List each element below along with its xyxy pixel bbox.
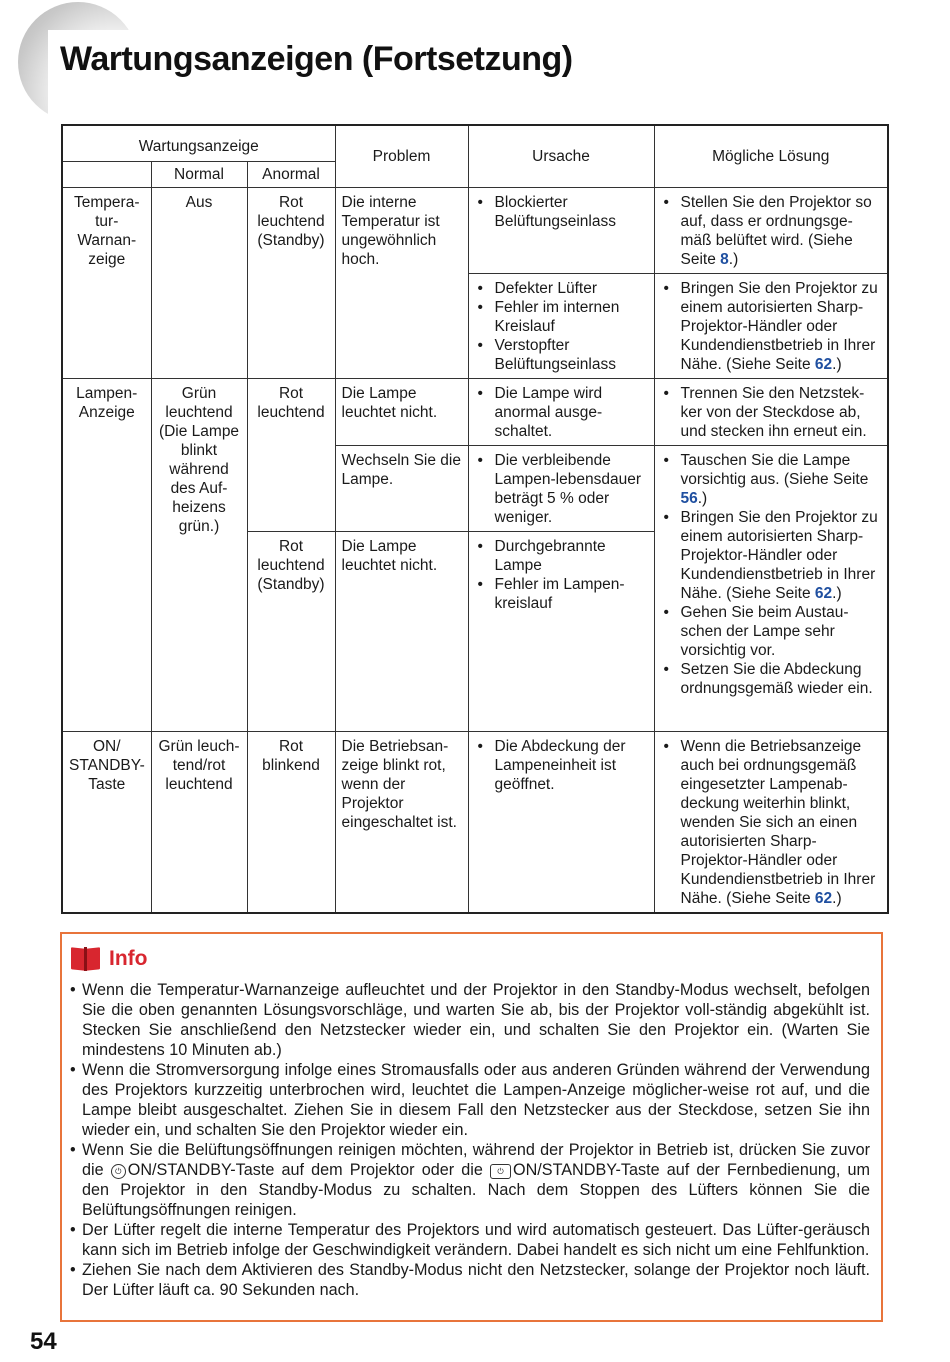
abnormal-cell: Rot leuchtend	[247, 379, 335, 532]
problem-cell: Die Lampe leuchtet nicht.	[335, 379, 468, 446]
list-item: • Die verbleibende Lampen-lebensdauer beträgt 5 % oder weniger.	[475, 451, 648, 527]
list-item: • Defekter Lüfter	[475, 279, 648, 298]
header-normal: Normal	[151, 162, 247, 188]
list-item: • Bringen Sie den Projektor zu einem autorisierten Sharp-Projektor-Händler oder Kundendienstbetrieb in Ihrer Nähe. (Siehe Seite 62.)	[661, 508, 882, 603]
normal-cell: Aus	[151, 188, 247, 379]
cause-cell	[468, 379, 654, 446]
page-link[interactable]: 8	[720, 251, 729, 268]
indicator-lamp: Lampen-Anzeige	[62, 379, 151, 732]
header-cause: Ursache	[468, 125, 654, 188]
info-title: Info	[109, 947, 148, 970]
info-box	[60, 932, 883, 1322]
info-header	[70, 946, 147, 972]
list-item: • Fehler im internen Kreislauf	[475, 298, 648, 336]
table-row	[62, 188, 888, 274]
list-item: • Verstopfter Belüftungseinlass	[475, 336, 648, 374]
solution-cell	[654, 732, 888, 914]
list-item: • Fehler im Lampen-kreislauf	[475, 575, 648, 613]
solution-cell	[654, 379, 888, 446]
abnormal-cell: Rot leuchtend (Standby)	[247, 188, 335, 379]
page-link[interactable]: 62	[814, 585, 833, 602]
list-item: • Wenn die Stromversorgung infolge eines Stromausfalls oder aus anderen Gründen während der Verwendung des Projektors kurzzeitig unterbrochen wird, leuchtet die Lampen-Anzeige möglicher-weise rot auf, und die Lampe bleibt ausgeschaltet. Ziehen Sie in diesem Fall den Netzstecker aus der Steckdose, setzen Sie ihn wieder ein, und schalten Sie den Projektor wieder ein.	[70, 1060, 870, 1140]
cause-cell	[468, 732, 654, 914]
indicator-temp: Tempera-tur-Warnan-zeige	[62, 188, 151, 379]
list-item: • Tauschen Sie die Lampe vorsichtig aus. (Siehe Seite 56.)	[661, 451, 882, 508]
list-item: • Durchgebrannte Lampe	[475, 537, 648, 575]
cause-cell	[468, 532, 654, 732]
list-item: • Wenn die Betriebsanzeige auch bei ordnungsgemäß eingesetzter Lampenab-deckung weiterhin blinkt, wenden Sie sich an einen autorisierten Sharp-Projektor-Händler oder Kundendienstbetrieb in Ihrer Nähe. (Siehe Seite 62.)	[661, 737, 882, 908]
list-item: • Gehen Sie beim Austau-schen der Lampe sehr vorsichtig vor.	[661, 603, 882, 660]
power-button-icon: ⏻	[490, 1164, 511, 1179]
book-icon	[70, 946, 101, 972]
cause-cell	[468, 446, 654, 532]
list-item: • Setzen Sie die Abdeckung ordnungsgemäß wieder ein.	[661, 660, 882, 698]
list-item: • Bringen Sie den Projektor zu einem autorisierten Sharp-Projektor-Händler oder Kundendienstbetrieb in Ihrer Nähe. (Siehe Seite 62.)	[661, 279, 882, 374]
indicator-onstandby: ON/ STANDBY-Taste	[62, 732, 151, 914]
list-item: • Die Lampe wird anormal ausge-schaltet.	[475, 384, 648, 441]
list-item: • Wenn Sie die Belüftungsöffnungen reinigen möchten, während der Projektor in Betrieb ist, drücken Sie zuvor die ⏻ ON/STANDBY-Taste auf dem Projektor oder die ⏻ ON/STANDBY-Taste auf der Fernbedienung, um den Projektor in den Standby-Modus zu schalten. Nach dem Stoppen des Lüfters können Sie die Belüftungsöffnungen reinigen.	[70, 1140, 870, 1220]
table-row	[62, 732, 888, 914]
abnormal-cell: Rot leuchtend (Standby)	[247, 532, 335, 732]
problem-cell: Wechseln Sie die Lampe.	[335, 446, 468, 532]
cause-cell	[468, 188, 654, 274]
cause-cell	[468, 274, 654, 379]
list-item: • Der Lüfter regelt die interne Temperatur des Projektors und wird automatisch gesteuert. Das Lüfter-geräusch kann sich im Betrieb infolge der Geschwindigkeit verändern. Dabei handelt es sich nicht um eine Fehlfunktion.	[70, 1220, 870, 1260]
header-problem: Problem	[335, 125, 468, 188]
list-item: • Die Abdeckung der Lampeneinheit ist geöffnet.	[475, 737, 648, 794]
problem-cell: Die Betriebsan-zeige blinkt rot, wenn der Projektor eingeschaltet ist.	[335, 732, 468, 914]
header-row-1	[62, 125, 888, 162]
page-link[interactable]: 56	[680, 490, 698, 507]
page-title: Wartungsanzeigen (Fortsetzung)	[60, 40, 573, 78]
problem-cell: Die Lampe leuchtet nicht.	[335, 532, 468, 732]
list-item: • Stellen Sie den Projektor so auf, dass er ordnungsge-mäß belüftet wird. (Siehe Seite 8.)	[661, 193, 882, 269]
normal-cell: Grün leuch-tend/rot leuchtend	[151, 732, 247, 914]
page-link[interactable]: 62	[814, 890, 833, 907]
list-item: • Ziehen Sie nach dem Aktivieren des Standby-Modus nicht den Netzstecker, solange der Projektor noch läuft. Der Lüfter läuft ca. 90 Sekunden nach.	[70, 1260, 870, 1300]
list-item: • Wenn die Temperatur-Warnanzeige aufleuchtet und der Projektor in den Standby-Modus wechselt, befolgen Sie die oben genannten Lösungsvorschläge, und warten Sie ab, bis der Projektor voll-ständig abgekühlt ist. Stecken Sie anschließend den Netzstecker wieder ein, und schalten Sie den Projektor ein. (Warten Sie mindestens 10 Minuten ab.)	[70, 980, 870, 1060]
power-icon: ⏻	[111, 1164, 126, 1179]
solution-cell	[654, 274, 888, 379]
problem-cell: Die interne Temperatur ist ungewöhnlich hoch.	[335, 188, 468, 379]
normal-cell: Grün leuchtend (Die Lampe blinkt während des Auf-heizens grün.)	[151, 379, 247, 732]
page-link[interactable]: 62	[814, 356, 833, 373]
table-row	[62, 379, 888, 446]
solution-cell	[654, 446, 888, 732]
info-list	[70, 980, 870, 1300]
list-item: • Blockierter Belüftungseinlass	[475, 193, 648, 231]
abnormal-cell: Rot blinkend	[247, 732, 335, 914]
header-abnormal: Anormal	[247, 162, 335, 188]
header-indicator: Wartungsanzeige	[62, 125, 335, 162]
page-number: 54	[30, 1328, 57, 1355]
header-solution: Mögliche Lösung	[654, 125, 888, 188]
solution-cell	[654, 188, 888, 274]
list-item: • Trennen Sie den Netzstek-ker von der Steckdose ab, und stecken ihn erneut ein.	[661, 384, 882, 441]
maintenance-table	[61, 124, 889, 914]
